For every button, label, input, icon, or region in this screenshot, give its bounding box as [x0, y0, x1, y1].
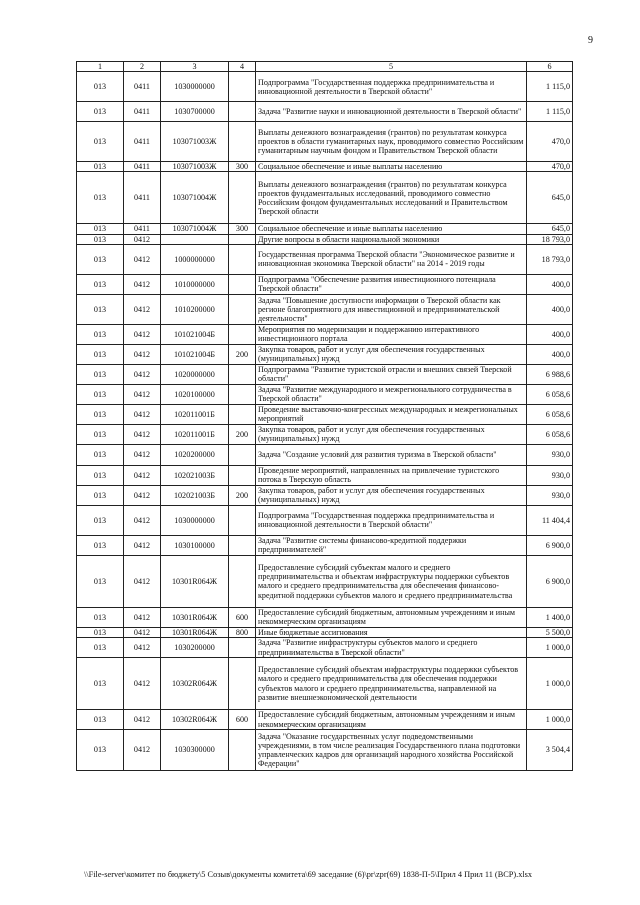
cell-item-name: Закупка товаров, работ и услуг для обеспечения государственных (муниципальных) нужд [256, 424, 527, 444]
cell-section-code: 0411 [124, 172, 161, 224]
cell-section-code: 0412 [124, 234, 161, 244]
column-header: 4 [229, 62, 256, 72]
cell-expense-type: 200 [229, 424, 256, 444]
cell-expense-type: 600 [229, 710, 256, 730]
cell-item-name: Подпрограмма "Развитие туристской отрасли и внешних связей Тверской области" [256, 364, 527, 384]
cell-expense-type [229, 465, 256, 485]
cell-admin-code: 013 [77, 638, 124, 658]
cell-admin-code: 013 [77, 384, 124, 404]
cell-section-code: 0412 [124, 607, 161, 627]
cell-item-name: Подпрограмма "Государственная поддержка предпринимательства и инновационной деятельности в Тверской области" [256, 72, 527, 102]
cell-target-code: 1030700000 [161, 102, 229, 122]
table-row [77, 627, 573, 637]
cell-section-code: 0412 [124, 424, 161, 444]
cell-item-name: Другие вопросы в области национальной экономики [256, 234, 527, 244]
table-row [77, 162, 573, 172]
cell-expense-type [229, 72, 256, 102]
cell-section-code: 0412 [124, 710, 161, 730]
cell-item-name: Выплаты денежного вознаграждения (грантов) по результатам конкурса проектов в области гуманитарных наук, проводимого совместно Российским гуманитарным научным фондом и Правительством Тверской области [256, 122, 527, 162]
cell-admin-code: 013 [77, 294, 124, 324]
cell-section-code: 0412 [124, 294, 161, 324]
cell-admin-code: 013 [77, 244, 124, 274]
cell-amount: 6 900,0 [527, 555, 573, 607]
cell-section-code: 0412 [124, 384, 161, 404]
cell-amount: 400,0 [527, 294, 573, 324]
cell-expense-type [229, 102, 256, 122]
cell-target-code: 102011001Б [161, 424, 229, 444]
cell-section-code: 0412 [124, 505, 161, 535]
cell-admin-code: 013 [77, 172, 124, 224]
cell-item-name: Задача "Повышение доступности информации о Тверской области как регионе благоприятного для инвестиционной и предпринимательской деятельности" [256, 294, 527, 324]
table-row [77, 638, 573, 658]
table-row [77, 364, 573, 384]
cell-target-code: 103071003Ж [161, 122, 229, 162]
cell-section-code: 0412 [124, 344, 161, 364]
cell-admin-code: 013 [77, 162, 124, 172]
cell-amount: 6 900,0 [527, 535, 573, 555]
cell-target-code: 10301R064Ж [161, 607, 229, 627]
cell-section-code: 0412 [124, 730, 161, 771]
cell-target-code: 1030300000 [161, 730, 229, 771]
table-row [77, 72, 573, 102]
cell-target-code: 1000000000 [161, 244, 229, 274]
cell-item-name: Задача "Развитие системы финансово-кредитной поддержки предпринимателей" [256, 535, 527, 555]
cell-admin-code: 013 [77, 485, 124, 505]
table-row [77, 444, 573, 465]
cell-section-code: 0411 [124, 122, 161, 162]
cell-target-code: 102011001Б [161, 404, 229, 424]
table-row [77, 122, 573, 162]
cell-section-code: 0412 [124, 555, 161, 607]
cell-section-code: 0412 [124, 364, 161, 384]
table-row [77, 274, 573, 294]
cell-section-code: 0412 [124, 485, 161, 505]
cell-admin-code: 013 [77, 224, 124, 234]
cell-amount: 6 058,6 [527, 384, 573, 404]
cell-section-code: 0412 [124, 465, 161, 485]
cell-expense-type [229, 555, 256, 607]
cell-item-name: Закупка товаров, работ и услуг для обеспечения государственных (муниципальных) нужд [256, 485, 527, 505]
cell-target-code: 103071003Ж [161, 162, 229, 172]
cell-target-code: 10301R064Ж [161, 627, 229, 637]
table-row [77, 485, 573, 505]
cell-expense-type [229, 638, 256, 658]
cell-admin-code: 013 [77, 344, 124, 364]
table-row [77, 344, 573, 364]
cell-expense-type: 200 [229, 485, 256, 505]
cell-section-code: 0412 [124, 658, 161, 710]
cell-target-code: 10301R064Ж [161, 555, 229, 607]
cell-expense-type [229, 384, 256, 404]
cell-admin-code: 013 [77, 465, 124, 485]
cell-target-code: 103071004Ж [161, 224, 229, 234]
table-row [77, 224, 573, 234]
table-row [77, 555, 573, 607]
cell-section-code: 0412 [124, 627, 161, 637]
cell-expense-type [229, 730, 256, 771]
table-row [77, 505, 573, 535]
table-row [77, 607, 573, 627]
cell-expense-type [229, 505, 256, 535]
cell-admin-code: 013 [77, 364, 124, 384]
cell-admin-code: 013 [77, 658, 124, 710]
cell-item-name: Подпрограмма "Государственная поддержка предпринимательства и инновационной деятельности в Тверской области" [256, 505, 527, 535]
cell-section-code: 0411 [124, 72, 161, 102]
cell-section-code: 0412 [124, 638, 161, 658]
cell-amount: 1 115,0 [527, 72, 573, 102]
table-row [77, 658, 573, 710]
cell-amount: 1 000,0 [527, 658, 573, 710]
cell-admin-code: 013 [77, 404, 124, 424]
cell-item-name: Задача "Создание условий для развития туризма в Тверской области" [256, 444, 527, 465]
cell-amount: 1 000,0 [527, 710, 573, 730]
table-row [77, 294, 573, 324]
cell-amount: 470,0 [527, 122, 573, 162]
cell-admin-code: 013 [77, 535, 124, 555]
cell-amount: 400,0 [527, 274, 573, 294]
cell-expense-type [229, 274, 256, 294]
cell-item-name: Задача "Развитие науки и инновационной деятельности в Тверской области" [256, 102, 527, 122]
cell-amount: 400,0 [527, 344, 573, 364]
cell-expense-type: 300 [229, 162, 256, 172]
cell-admin-code: 013 [77, 627, 124, 637]
table-row [77, 465, 573, 485]
cell-amount: 930,0 [527, 444, 573, 465]
cell-expense-type: 300 [229, 224, 256, 234]
table-row [77, 384, 573, 404]
cell-item-name: Задача "Оказание государственных услуг подведомственными учреждениями, в том числе реализация Государственного плана подготовки управленческих кадров для организаций народного хозяйства Российской Федерации" [256, 730, 527, 771]
cell-target-code: 1020100000 [161, 384, 229, 404]
cell-target-code: 101021004Б [161, 324, 229, 344]
cell-amount: 470,0 [527, 162, 573, 172]
cell-item-name: Задача "Развитие инфраструктуры субъектов малого и среднего предпринимательства в Тверской области" [256, 638, 527, 658]
cell-item-name: Государственная программа Тверской области "Экономическое развитие и инновационная экономика Тверской области" на 2014 - 2019 годы [256, 244, 527, 274]
table-row [77, 404, 573, 424]
cell-amount: 645,0 [527, 172, 573, 224]
cell-section-code: 0412 [124, 535, 161, 555]
column-number-row [77, 62, 573, 72]
cell-item-name: Задача "Развитие международного и межрегионального сотрудничества в Тверской области" [256, 384, 527, 404]
cell-item-name: Подпрограмма "Обеспечение развития инвестиционного потенциала Тверской области" [256, 274, 527, 294]
cell-admin-code: 013 [77, 710, 124, 730]
cell-section-code: 0411 [124, 102, 161, 122]
table-row [77, 730, 573, 771]
cell-item-name: Иные бюджетные ассигнования [256, 627, 527, 637]
budget-table [76, 61, 573, 771]
cell-expense-type [229, 364, 256, 384]
table-row [77, 244, 573, 274]
cell-admin-code: 013 [77, 555, 124, 607]
cell-section-code: 0412 [124, 274, 161, 294]
cell-admin-code: 013 [77, 505, 124, 535]
cell-item-name: Социальное обеспечение и иные выплаты населению [256, 224, 527, 234]
cell-amount: 930,0 [527, 485, 573, 505]
cell-amount: 1 115,0 [527, 102, 573, 122]
cell-amount: 6 058,6 [527, 424, 573, 444]
cell-amount: 11 404,4 [527, 505, 573, 535]
cell-expense-type [229, 234, 256, 244]
cell-section-code: 0412 [124, 244, 161, 274]
page-number: 9 [588, 35, 593, 46]
column-header: 3 [161, 62, 229, 72]
cell-section-code: 0411 [124, 224, 161, 234]
cell-expense-type: 800 [229, 627, 256, 637]
cell-admin-code: 013 [77, 122, 124, 162]
table-row [77, 710, 573, 730]
cell-expense-type [229, 294, 256, 324]
cell-target-code: 102021003Б [161, 465, 229, 485]
cell-expense-type [229, 244, 256, 274]
cell-item-name: Предоставление субсидий субъектам малого и среднего предпринимательства и объектам инфраструктуры поддержки субъектов малого и среднего предпринимательства для обеспечения финансово-кредитной поддержки субъектов малого и среднего предпринимательства [256, 555, 527, 607]
cell-target-code: 10302R064Ж [161, 710, 229, 730]
cell-item-name: Закупка товаров, работ и услуг для обеспечения государственных (муниципальных) нужд [256, 344, 527, 364]
table-row [77, 234, 573, 244]
cell-item-name: Проведение выставочно-конгрессных международных и межрегиональных мероприятий [256, 404, 527, 424]
table-row [77, 424, 573, 444]
table-row [77, 324, 573, 344]
cell-amount: 5 500,0 [527, 627, 573, 637]
cell-amount: 1 000,0 [527, 638, 573, 658]
cell-amount: 6 058,6 [527, 404, 573, 424]
cell-admin-code: 013 [77, 324, 124, 344]
cell-amount: 645,0 [527, 224, 573, 234]
cell-amount: 18 793,0 [527, 244, 573, 274]
cell-target-code: 1030200000 [161, 638, 229, 658]
cell-item-name: Мероприятия по модернизации и поддержанию интерактивного инвестиционного портала [256, 324, 527, 344]
cell-target-code: 102021003Б [161, 485, 229, 505]
table-row [77, 172, 573, 224]
cell-expense-type [229, 404, 256, 424]
cell-expense-type: 200 [229, 344, 256, 364]
cell-target-code: 1020200000 [161, 444, 229, 465]
cell-item-name: Социальное обеспечение и иные выплаты населению [256, 162, 527, 172]
cell-expense-type [229, 172, 256, 224]
cell-admin-code: 013 [77, 730, 124, 771]
column-header: 1 [77, 62, 124, 72]
cell-admin-code: 013 [77, 102, 124, 122]
table-row [77, 102, 573, 122]
cell-target-code: 1030000000 [161, 72, 229, 102]
cell-item-name: Предоставление субсидий бюджетным, автономным учреждениям и иным некоммерческим организациям [256, 607, 527, 627]
cell-section-code: 0412 [124, 444, 161, 465]
column-header: 5 [256, 62, 527, 72]
cell-expense-type [229, 658, 256, 710]
column-header: 2 [124, 62, 161, 72]
cell-item-name: Предоставление субсидий объектам инфраструктуры поддержки субъектов малого и среднего предпринимательства для обеспечения поддержки субъектов малого и среднего предпринимательства, направленной на развитие внешнеэкономической деятельности [256, 658, 527, 710]
cell-target-code [161, 234, 229, 244]
cell-expense-type [229, 324, 256, 344]
cell-amount: 1 400,0 [527, 607, 573, 627]
cell-target-code: 101021004Б [161, 344, 229, 364]
cell-admin-code: 013 [77, 607, 124, 627]
cell-amount: 18 793,0 [527, 234, 573, 244]
cell-section-code: 0411 [124, 162, 161, 172]
cell-section-code: 0412 [124, 404, 161, 424]
cell-target-code: 1020000000 [161, 364, 229, 384]
cell-admin-code: 013 [77, 274, 124, 294]
cell-expense-type [229, 535, 256, 555]
cell-item-name: Предоставление субсидий бюджетным, автономным учреждениям и иным некоммерческим организациям [256, 710, 527, 730]
file-path-footer: \\File-server\комитет по бюджету\5 Созыв\документы комитета\69 заседание (6)\pr\zpr(69) 1838-П-5\Прил 4 Прил 11 (ВСР).xlsx [84, 870, 533, 879]
cell-admin-code: 013 [77, 72, 124, 102]
cell-target-code: 1030000000 [161, 505, 229, 535]
cell-admin-code: 013 [77, 234, 124, 244]
cell-item-name: Проведение мероприятий, направленных на привлечение туристского потока в Тверскую область [256, 465, 527, 485]
cell-target-code: 10302R064Ж [161, 658, 229, 710]
cell-target-code: 1010200000 [161, 294, 229, 324]
cell-admin-code: 013 [77, 424, 124, 444]
cell-amount: 930,0 [527, 465, 573, 485]
cell-target-code: 1010000000 [161, 274, 229, 294]
cell-expense-type: 600 [229, 607, 256, 627]
column-header: 6 [527, 62, 573, 72]
cell-amount: 6 988,6 [527, 364, 573, 384]
cell-item-name: Выплаты денежного вознаграждения (грантов) по результатам конкурса проектов фундаментальных исследований, проводимого совместно Российским фондом фундаментальных исследований и Правительством Тверской области [256, 172, 527, 224]
cell-expense-type [229, 444, 256, 465]
cell-admin-code: 013 [77, 444, 124, 465]
cell-target-code: 1030100000 [161, 535, 229, 555]
cell-amount: 3 504,4 [527, 730, 573, 771]
table-row [77, 535, 573, 555]
cell-amount: 400,0 [527, 324, 573, 344]
cell-target-code: 103071004Ж [161, 172, 229, 224]
cell-expense-type [229, 122, 256, 162]
cell-section-code: 0412 [124, 324, 161, 344]
